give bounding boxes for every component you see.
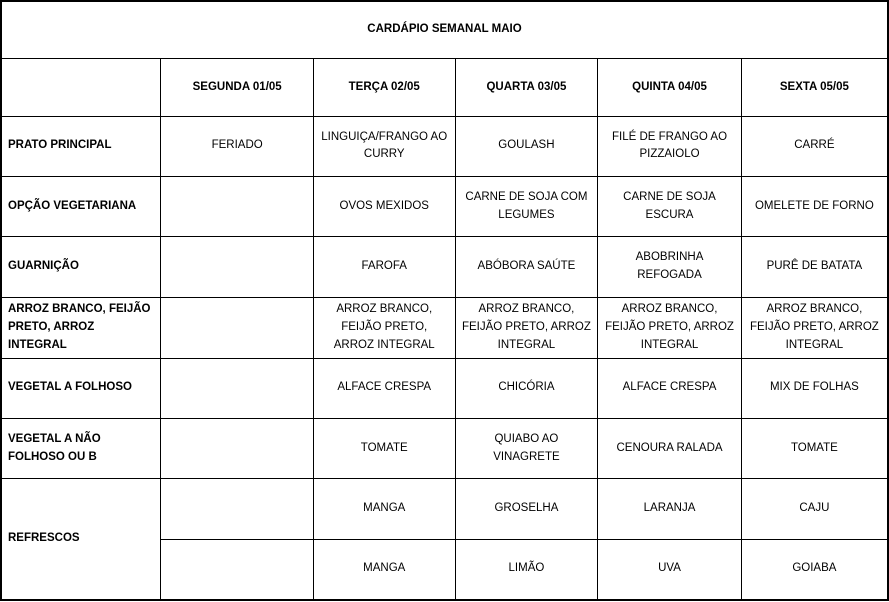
menu-cell <box>161 479 313 539</box>
menu-cell: ARROZ BRANCO, FEIJÃO PRETO, ARROZ INTEGRAL <box>313 297 455 358</box>
menu-cell: CARNE DE SOJA ESCURA <box>598 177 742 237</box>
menu-cell: LARANJA <box>598 479 742 539</box>
row-label-refrescos: REFRESCOS <box>2 479 161 600</box>
table-row-guarnicao <box>2 237 888 297</box>
menu-cell <box>161 358 313 418</box>
menu-cell <box>161 237 313 297</box>
table-row-vegetal-nao-folhoso <box>2 418 888 478</box>
table-row-prato-principal <box>2 116 888 176</box>
table-row-vegetal-folhoso <box>2 358 888 418</box>
weekly-menu-document <box>0 1 889 602</box>
column-header-quinta: QUINTA 04/05 <box>598 59 742 116</box>
menu-cell <box>161 418 313 478</box>
weekly-menu-table <box>1 1 888 600</box>
title-row <box>2 2 888 59</box>
column-header-terca: TERÇA 02/05 <box>313 59 455 116</box>
table-row-arroz-feijao <box>2 297 888 358</box>
page-title: CARDÁPIO SEMANAL MAIO <box>2 2 888 59</box>
menu-cell: CARNE DE SOJA COM LEGUMES <box>455 177 598 237</box>
menu-cell: ALFACE CRESPA <box>598 358 742 418</box>
menu-cell: CAJU <box>741 479 887 539</box>
menu-cell: MIX DE FOLHAS <box>741 358 887 418</box>
menu-cell: ABÓBORA SAÚTE <box>455 237 598 297</box>
menu-cell: FILÉ DE FRANGO AO PIZZAIOLO <box>598 116 742 176</box>
menu-cell: ARROZ BRANCO, FEIJÃO PRETO, ARROZ INTEGRAL <box>455 297 598 358</box>
menu-cell: GOIABA <box>741 539 887 599</box>
column-header-sexta: SEXTA 05/05 <box>741 59 887 116</box>
row-label-opcao-vegetariana: OPÇÃO VEGETARIANA <box>2 177 161 237</box>
menu-cell: ARROZ BRANCO, FEIJÃO PRETO, ARROZ INTEGRAL <box>598 297 742 358</box>
menu-cell <box>161 539 313 599</box>
menu-cell: FERIADO <box>161 116 313 176</box>
menu-cell: PURÊ DE BATATA <box>741 237 887 297</box>
menu-cell: GROSELHA <box>455 479 598 539</box>
menu-cell: MANGA <box>313 539 455 599</box>
menu-cell: GOULASH <box>455 116 598 176</box>
menu-cell: UVA <box>598 539 742 599</box>
menu-cell <box>161 297 313 358</box>
corner-header-cell <box>2 59 161 116</box>
menu-cell: TOMATE <box>741 418 887 478</box>
column-header-segunda: SEGUNDA 01/05 <box>161 59 313 116</box>
menu-cell: CENOURA RALADA <box>598 418 742 478</box>
row-label-vegetal-nao-folhoso: VEGETAL A NÃO FOLHOSO OU B <box>2 418 161 478</box>
row-label-arroz-feijao: ARROZ BRANCO, FEIJÃO PRETO, ARROZ INTEGRAL <box>2 297 161 358</box>
menu-cell: MANGA <box>313 479 455 539</box>
menu-cell: ABOBRINHA REFOGADA <box>598 237 742 297</box>
table-row-refrescos-1 <box>2 479 888 539</box>
menu-cell: OMELETE DE FORNO <box>741 177 887 237</box>
menu-cell: CARRÉ <box>741 116 887 176</box>
menu-cell: OVOS MEXIDOS <box>313 177 455 237</box>
table-row-opcao-vegetariana <box>2 177 888 237</box>
menu-cell: ARROZ BRANCO, FEIJÃO PRETO, ARROZ INTEGRAL <box>741 297 887 358</box>
column-header-quarta: QUARTA 03/05 <box>455 59 598 116</box>
header-row <box>2 59 888 116</box>
menu-cell: LIMÃO <box>455 539 598 599</box>
menu-cell: LINGUIÇA/FRANGO AO CURRY <box>313 116 455 176</box>
menu-cell <box>161 177 313 237</box>
menu-cell: FAROFA <box>313 237 455 297</box>
menu-cell: CHICÓRIA <box>455 358 598 418</box>
menu-cell: QUIABO AO VINAGRETE <box>455 418 598 478</box>
row-label-prato-principal: PRATO PRINCIPAL <box>2 116 161 176</box>
row-label-guarnicao: GUARNIÇÃO <box>2 237 161 297</box>
menu-cell: TOMATE <box>313 418 455 478</box>
menu-cell: ALFACE CRESPA <box>313 358 455 418</box>
row-label-vegetal-folhoso: VEGETAL A FOLHOSO <box>2 358 161 418</box>
